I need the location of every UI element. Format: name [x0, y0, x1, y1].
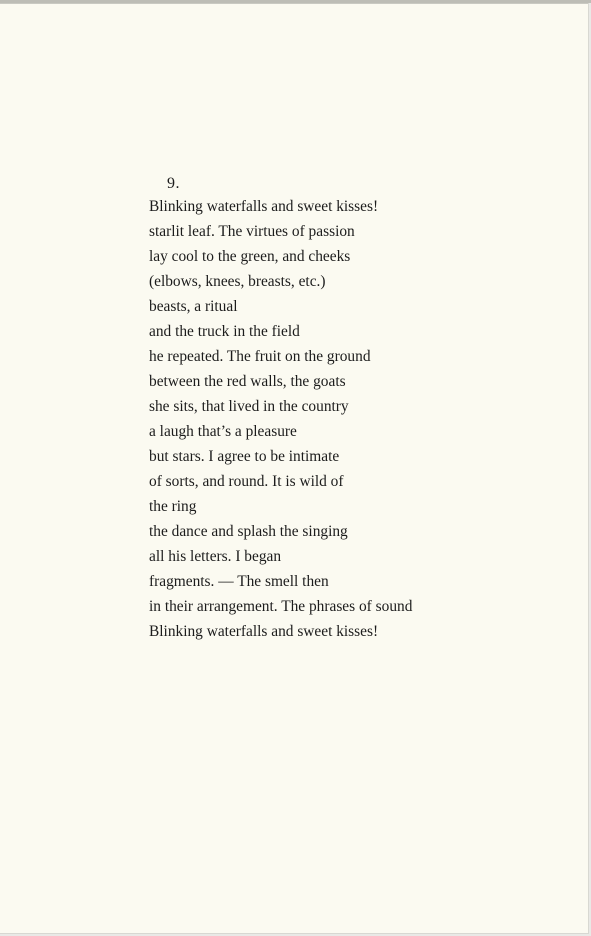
poem-line: a laugh that’s a pleasure [149, 423, 297, 440]
poem-line: she sits, that lived in the country [149, 398, 349, 415]
poem-line: Blinking waterfalls and sweet kisses! [149, 623, 379, 640]
poem-line: fragments. — The smell then [149, 573, 329, 590]
poem-line: he repeated. The fruit on the ground [149, 348, 371, 365]
poem-line: the dance and splash the singing [149, 523, 348, 540]
poem-number: 9. [167, 175, 180, 192]
poem-line: but stars. I agree to be intimate [149, 448, 340, 465]
poem-line: Blinking waterfalls and sweet kisses! [149, 198, 379, 215]
poem-line: all his letters. I began [149, 548, 282, 565]
poem-line: between the red walls, the goats [149, 373, 346, 390]
poem-line: (elbows, knees, breasts, etc.) [149, 273, 326, 290]
poem-line: the ring [149, 498, 197, 515]
book-page [0, 3, 589, 934]
poem-line: lay cool to the green, and cheeks [149, 248, 351, 265]
poem-line: starlit leaf. The virtues of passion [149, 223, 355, 240]
poem-line: in their arrangement. The phrases of sound [149, 598, 413, 615]
poem-line: and the truck in the field [149, 323, 300, 340]
poem-lines [149, 197, 412, 647]
poem-line: of sorts, and round. It is wild of [149, 473, 344, 490]
poem-line: beasts, a ritual [149, 298, 238, 315]
